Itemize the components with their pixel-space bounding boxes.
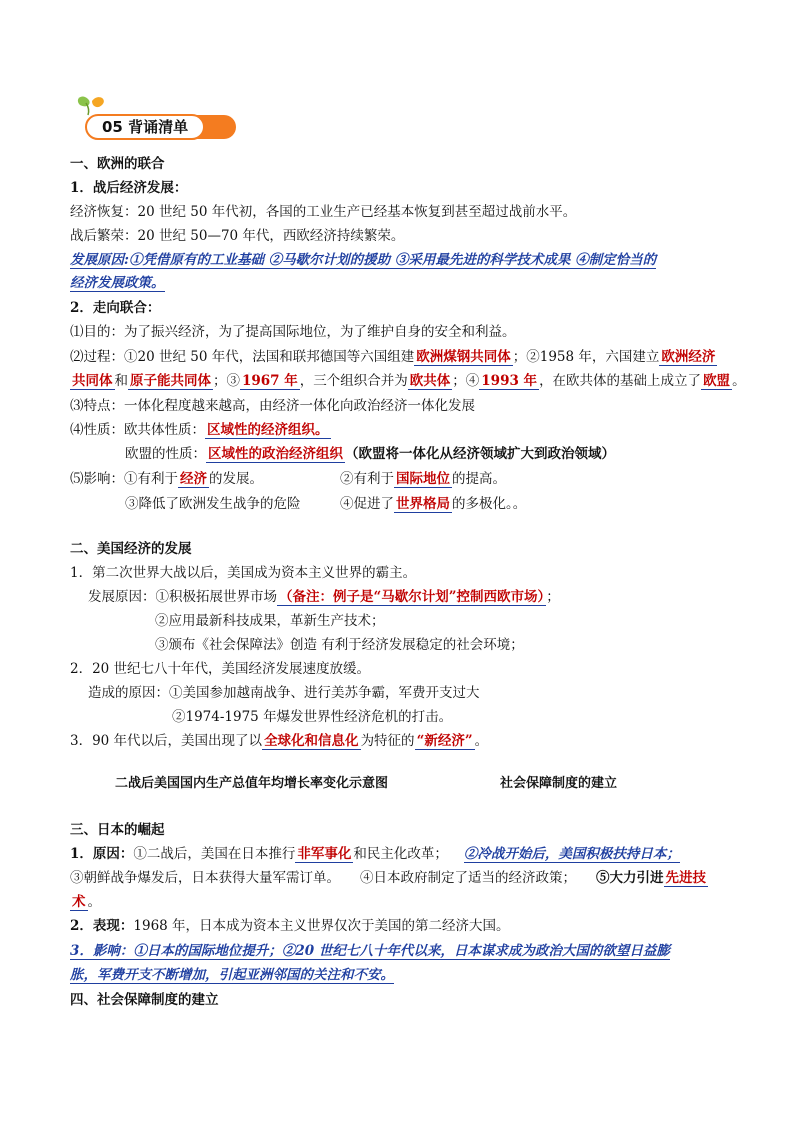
s1-boom: 战后繁荣：20 世纪 50—70 年代，西欧经济持续繁荣。 [70,228,405,244]
text: 和 [114,373,128,389]
eu-nature: 区域性的政治经济组织 [208,446,343,462]
influence-b: 胀，军费开支不断增加，引起亚洲邻国的关注和不安。 [70,967,394,983]
s2-point-2: 2．20 世纪七八十年代，美国经济发展速度放缓。 [70,661,371,677]
s1-process-line-2 [70,371,746,391]
s1-reason-b: 经济发展政策。 [70,275,165,291]
eec-a: 欧洲经济 [661,349,716,365]
s1-recovery: 经济恢复：20 世纪 50 年代初，各国的工业生产已经基本恢复到甚至超过战前水平。 [70,204,577,220]
text: ④促进了 [340,496,394,512]
intl-status: 国际地位 [396,471,450,487]
world-pattern: 世界格局 [396,496,450,512]
s1-impact-4 [340,494,526,514]
euratom: 原子能共同体 [130,373,211,389]
text: ；④ [452,373,480,389]
s1-nature-line-2 [125,444,615,464]
text: ，在欧共体的基础上成立了 [539,373,702,389]
s1-impact-2 [340,469,506,489]
s3-performance [70,916,510,936]
text: 1968 年，日本成为资本主义世界仅次于美国的第二经济大国。 [133,918,510,934]
eec-b: 共同体 [72,373,113,389]
s1-reason-line-2 [70,273,165,293]
s1-process-line-1 [70,347,717,367]
text: ②有利于 [340,471,394,487]
globalization: 全球化和信息化 [264,733,359,749]
reason-note: （备注：例子是“马歇尔计划”控制西欧市场） [279,589,545,605]
s3-reason-line-3 [70,892,101,912]
text: ，三个组织合并为 [299,373,408,389]
text: ④日本政府制定了适当的经济政策； [360,870,576,886]
text: ①二战后，美国在日本推行 [133,846,296,862]
text: 。 [732,373,746,389]
s3-reason-line-2 [70,868,708,888]
text: 发展原因：①积极拓展世界市场 [88,589,277,605]
s1-nature-line-1 [70,420,331,440]
ecsc: 欧洲煤钢共同体 [416,349,511,365]
text: 为特征的 [360,733,415,749]
s1-purpose: ⑴目的：为了振兴经济，为了提高国际地位，为了维护自身的安全和利益。 [70,324,516,340]
year-1993: 1993 年 [481,373,538,389]
s1-impact-1 [70,469,263,489]
year-1967: 1967 年 [242,373,298,389]
text: ⑸影响：①有利于 [70,471,178,487]
s1-features: ⑶特点：一体化程度越来越高，由经济一体化向政治经济一体化发展 [70,398,475,414]
caption-right: 社会保障制度的建立 [500,776,618,791]
new-economy: “新经济” [416,733,473,749]
s1-point-2-title: 2．走向联合： [70,300,161,316]
s1-reason-line-1 [70,250,656,270]
s2-point-3 [70,731,488,751]
s1-point-1-title: 1．战后经济发展： [70,180,188,196]
text: 欧盟的性质： [125,446,206,462]
text: ； [546,589,560,605]
section-1-title: 一、欧洲的联合 [70,156,165,172]
eu: 欧盟 [703,373,731,389]
s3-influence-line-1 [70,941,670,961]
advanced-tech-a: 先进技 [665,870,706,886]
eu-nature-note: （欧盟将一体化从经济领域扩大到政治领域） [345,446,615,462]
cold-war-support: ②冷战开始后，美国积极扶持日本； [463,846,680,862]
economy: 经济 [180,471,207,487]
text: ③朝鲜战争爆发后，日本获得大量军需订单。 [70,870,340,886]
text: ；③ [213,373,240,389]
text: 1．原因： [70,846,134,862]
badge-label: 05 背诵清单 [102,118,189,136]
s2-cause-2: ②1974-1975 年爆发世界性经济危机的打击。 [172,709,453,725]
ec: 欧共体 [409,373,451,389]
advanced-tech-b: 术 [72,894,86,910]
text: 的多极化。。 [452,496,527,512]
s2-reason-3: ③颁布《社会保障法》创造 有利于经济发展稳定的社会环境； [155,637,524,653]
text: 的提高。 [452,471,506,487]
text: ；②1958 年，六国建立 [512,349,660,365]
text: ⑵过程：①20 世纪 50 年代，法国和联邦德国等六国组建 [70,349,415,365]
text: ⑤大力引进 [596,870,664,886]
s2-cause-1: 造成的原因：①美国参加越南战争、进行美苏争霸，军费开支过大 [88,685,480,701]
s2-reason-2: ②应用最新科技成果，革新生产技术； [155,613,385,629]
s2-point-1: 1．第二次世界大战以后，美国成为资本主义世界的霸主。 [70,565,417,581]
s3-influence-line-2 [70,965,394,985]
text: 的发展。 [209,471,263,487]
section-badge [72,95,242,143]
text: 。 [87,894,101,910]
caption-left: 二战后美国国内生产总值年均增长率变化示意图 [115,776,389,791]
s1-reason-a: 发展原因:①凭借原有的工业基础 ②马歇尔计划的援助 ③采用最先进的科学技术成果 ④制定恰当的 [70,252,657,268]
ec-nature: 区域性的经济组织。 [207,422,329,438]
section-3-title: 三、日本的崛起 [70,822,165,838]
text: 。 [474,733,489,749]
text: 3．90 年代以后，美国出现了以 [70,733,263,749]
s3-reason-line-1 [70,844,680,864]
demilitarization: 非军事化 [297,846,352,862]
section-4-title: 四、社会保障制度的建立 [70,992,219,1008]
s2-reason-1 [88,587,560,607]
text: ⑷性质：欧共体性质： [70,422,205,438]
influence-a: 3．影响：①日本的国际地位提升；②20 世纪七八十年代以来，日本谋求成为政治大国的欲望日益膨 [70,943,670,959]
section-2-title: 二、美国经济的发展 [70,541,192,557]
text: 2．表现： [70,918,134,934]
s1-impact-3: ③降低了欧洲发生战争的危险 [125,496,301,512]
text: 和民主化改革； [353,846,448,862]
